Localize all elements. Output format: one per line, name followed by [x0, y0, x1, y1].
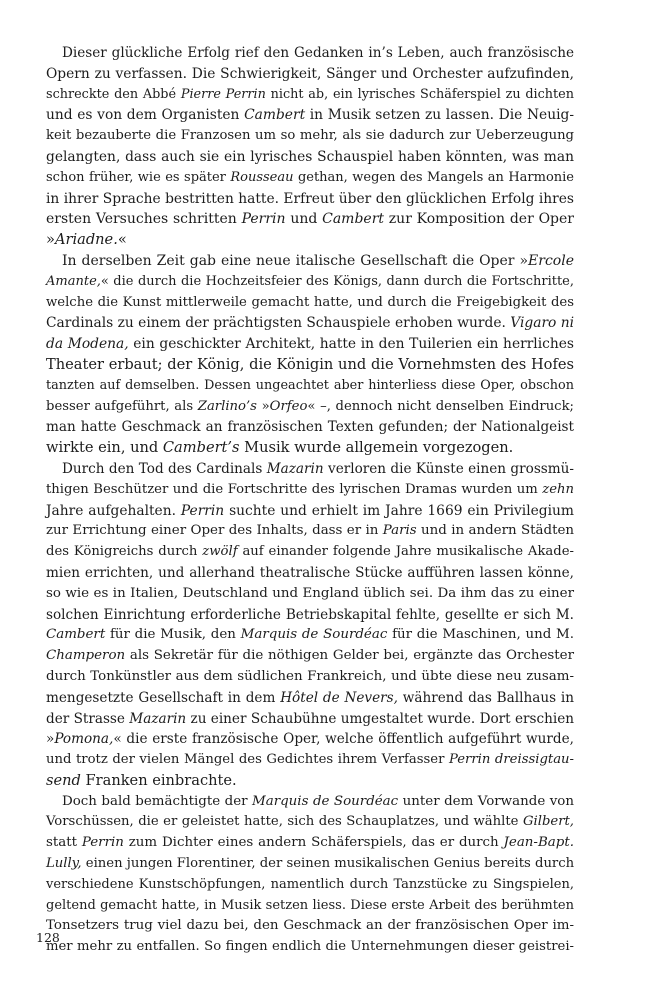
text-line	[46, 688, 574, 709]
text-span: verschiedene Kunstschöpfungen, namentlich durch Tanzstücke zu Singspielen,	[46, 876, 574, 892]
text-span: «	[117, 231, 127, 249]
paragraph	[46, 43, 574, 251]
text-span: zur Komposition der Oper	[384, 211, 574, 228]
text-span: gelangten, dass auch sie ein lyrisches Schauspiel haben könnten, was man	[46, 148, 574, 165]
text-span: für die Musik, den	[105, 627, 241, 643]
text-line	[46, 417, 574, 438]
italic-text-span: Cambert	[322, 211, 385, 228]
italic-text-span: Ariadne.	[54, 231, 118, 249]
italic-text-span: Vigaro ni	[510, 315, 575, 332]
text-line	[46, 709, 574, 730]
body-text	[46, 43, 574, 958]
italic-text-span: zwölf	[202, 544, 238, 560]
text-span: man hatte Geschmack an französischen Texten gefunden; der Nationalgeist	[46, 419, 574, 436]
text-line	[46, 209, 574, 230]
text-line	[46, 334, 574, 355]
italic-text-span: Ercole	[528, 252, 574, 269]
text-span: tanzten auf demselben. Dessen ungeachtet aber hinterliess diese Oper, obschon	[46, 377, 574, 393]
text-span: »	[256, 398, 270, 414]
text-span: mer mehr zu entfallen. So fingen endlich die Unternehmungen dieser geistrei-	[46, 939, 574, 955]
italic-text-span: Cambert	[46, 627, 106, 643]
italic-text-span: Mazarin	[266, 460, 324, 477]
italic-text-span: Zarlino’s	[197, 398, 257, 414]
text-span: durch Tonkünstler aus dem südlichen Frankreich, und übte diese neu zusam-	[46, 668, 574, 684]
italic-text-span: Pomona,	[54, 731, 114, 748]
text-span: zum Dichter eines andern Schäferspiels, das er durch	[123, 835, 504, 851]
text-span: in Musik setzen zu lassen. Die Neuig-	[305, 107, 574, 124]
text-span: besser aufgeführt, als	[46, 398, 198, 414]
text-span: « –, dennoch nicht denselben Eindruck;	[307, 398, 575, 414]
text-span: zur Errichtung einer Oper des Inhalts, dass er in	[46, 523, 383, 539]
text-span: »	[46, 231, 55, 249]
text-line	[46, 251, 574, 272]
italic-text-span: Amante,	[46, 273, 101, 289]
text-line	[46, 189, 574, 210]
text-span: mengesetzte Gesellschaft in dem	[46, 689, 281, 706]
text-span: als Sekretär für die nöthigen Gelder bei, ergänzte das Orchester	[125, 648, 574, 664]
paragraph	[46, 251, 574, 459]
text-span: Jahre aufgehalten.	[46, 502, 181, 519]
text-line	[46, 313, 574, 334]
text-span: und trotz der vielen Mängel des Gedichtes ihrem Verfasser	[46, 752, 449, 768]
italic-text-span: Marquis de Sourdéac	[240, 627, 388, 643]
text-line	[46, 521, 574, 542]
text-line	[46, 272, 574, 293]
text-span: solchen Einrichtung erforderliche Betriebskapital fehlte, gesellte er sich M.	[46, 606, 574, 623]
text-line	[46, 605, 574, 626]
text-line	[46, 563, 574, 584]
text-span: welche die Kunst mittlerweile gemacht hatte, und durch die Freigebigkeit des	[46, 294, 574, 310]
italic-text-span: Jean-Bapt.	[503, 835, 574, 851]
italic-text-span: Perrin	[81, 835, 124, 851]
text-span: einen jungen Florentiner, der seinen musikalischen Genius bereits durch	[81, 856, 575, 872]
text-line	[46, 854, 574, 875]
text-span: mien errichten, und allerhand theatralische Stücke aufführen lassen könne,	[46, 564, 574, 581]
text-line	[46, 43, 574, 64]
page-number: 128	[36, 930, 60, 945]
text-span: thigen Beschützer und die Fortschritte des lyrischen Dramas wurden um	[46, 481, 543, 497]
text-span: und in andern Städten	[416, 523, 574, 539]
text-line	[46, 64, 574, 85]
text-span: Theater erbaut; der König, die Königin und die Vornehmsten des Hofes	[46, 355, 574, 373]
italic-text-span: Paris	[382, 523, 417, 539]
text-span: für die Maschinen, und M.	[387, 627, 574, 643]
text-span: nicht ab, ein lyrisches Schäferspiel zu dichten	[265, 86, 574, 102]
text-span: Doch bald bemächtigte der	[62, 793, 253, 809]
text-span: statt	[46, 835, 82, 851]
text-line	[46, 646, 574, 667]
text-span: ein geschickter Architekt, hatte in den Tuilerien ein herrliches	[128, 336, 574, 353]
text-span: Durch den Tod des Cardinals	[62, 460, 267, 477]
text-line	[46, 625, 574, 646]
text-line	[46, 584, 574, 605]
text-span: In derselben Zeit gab eine neue italische Gesellschaft die Oper »	[62, 252, 529, 269]
text-line	[46, 147, 574, 168]
text-span: Tonsetzers trug viel dazu bei, den Geschmack an der französischen Oper im-	[46, 918, 574, 934]
text-span: auf einander folgende Jahre musikalische Akade-	[237, 544, 574, 560]
text-line	[46, 480, 574, 501]
text-span: der Strasse	[46, 710, 130, 727]
italic-text-span: Cambert’s	[162, 439, 240, 457]
text-span: in ihrer Sprache bestritten hatte. Erfreut über den glücklichen Erfolg ihres	[46, 190, 574, 207]
text-line	[46, 85, 574, 106]
text-span: schon früher, wie es später	[46, 169, 231, 185]
text-span: Musik wurde allgemein vorgezogen.	[239, 439, 514, 457]
paragraph	[46, 459, 574, 792]
text-span: während das Ballhaus in	[397, 689, 574, 706]
text-span: ersten Versuches schritten	[46, 211, 242, 228]
text-span: unter dem Vorwande von	[398, 793, 574, 809]
text-span: gethan, wegen des Mangels an Harmonie	[293, 169, 574, 185]
italic-text-span: Orfeo	[269, 398, 308, 414]
italic-text-span: Perrin	[241, 211, 286, 228]
italic-text-span: Hôtel de Nevers,	[280, 689, 398, 706]
text-span: so wie es in Italien, Deutschland und England üblich sei. Da ihm das zu einer	[46, 585, 574, 601]
paragraph	[46, 792, 574, 958]
text-line	[46, 729, 574, 750]
text-line	[46, 812, 574, 833]
text-line	[46, 126, 574, 147]
text-line	[46, 771, 574, 792]
text-line	[46, 916, 574, 937]
text-span: des Königreichs durch	[46, 544, 203, 560]
text-span: keit bezauberte die Franzosen um so mehr, als sie dadurch zur Ueberzeugung	[46, 128, 574, 144]
text-span: Dieser glückliche Erfolg rief den Gedanken in’s Leben, auch französische	[62, 45, 574, 61]
text-span: Cardinals zu einem der prächtigsten Schauspiele erhoben wurde.	[46, 315, 511, 332]
text-line	[46, 937, 574, 958]
text-line	[46, 542, 574, 563]
text-span: und es von dem Organisten	[46, 107, 245, 124]
text-line	[46, 459, 574, 480]
italic-text-span: Perrin dreissigtau-	[448, 752, 575, 768]
italic-text-span: Rousseau	[230, 169, 294, 185]
italic-text-span: Gilbert,	[522, 814, 574, 830]
text-span: und	[285, 211, 323, 228]
italic-text-span: Pierre Perrin	[180, 86, 266, 102]
italic-text-span: Champeron	[46, 648, 126, 664]
text-line	[46, 230, 574, 251]
text-span: suchte und erhielt im Jahre 1669 ein Privilegium	[224, 502, 574, 519]
italic-text-span: Lully,	[46, 856, 82, 872]
text-span: Opern zu verfassen. Die Schwierigkeit, Sänger und Orchester aufzufinden,	[46, 65, 574, 82]
italic-text-span: zehn	[542, 481, 574, 497]
italic-text-span: send	[46, 771, 81, 789]
text-span: Vorschüssen, die er geleistet hatte, sich des Schauplatzes, und wählte	[46, 814, 523, 830]
text-line	[46, 667, 574, 688]
text-span: wirkte ein, und	[46, 439, 163, 457]
italic-text-span: da Modena,	[46, 336, 129, 353]
text-line	[46, 833, 574, 854]
text-line	[46, 355, 574, 376]
text-line	[46, 896, 574, 917]
text-span: « die erste französische Oper, welche öffentlich aufgeführt wurde,	[113, 731, 574, 748]
text-line	[46, 875, 574, 896]
text-span: zu einer Schaubühne umgestaltet wurde. Dort erschien	[186, 710, 574, 727]
text-span: schreckte den Abbé	[46, 86, 181, 102]
text-line	[46, 438, 574, 459]
text-span: verloren die Künste einen grossmü-	[323, 460, 575, 477]
italic-text-span: Mazarin	[129, 710, 187, 727]
text-line	[46, 792, 574, 813]
text-span: geltend gemacht hatte, in Musik setzen liess. Diese erste Arbeit des berühmten	[46, 897, 574, 913]
italic-text-span: Marquis de Sourdéac	[252, 793, 399, 809]
text-span: »	[46, 731, 55, 748]
text-line	[46, 105, 574, 126]
text-span: « die durch die Hochzeitsfeier des Königs, dann durch die Fortschritte,	[100, 273, 574, 289]
text-line	[46, 750, 574, 771]
italic-text-span: Cambert	[244, 107, 306, 124]
text-line	[46, 501, 574, 522]
text-line	[46, 376, 574, 397]
text-line	[46, 168, 574, 189]
text-span: Franken einbrachte.	[80, 771, 237, 789]
italic-text-span: Perrin	[180, 502, 225, 519]
text-line	[46, 397, 574, 418]
text-line	[46, 293, 574, 314]
